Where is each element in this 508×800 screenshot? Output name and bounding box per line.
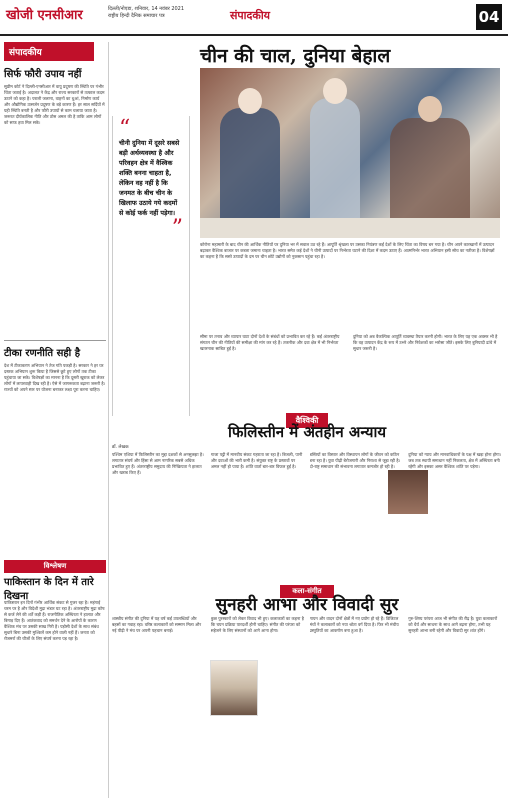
analysis-headline: पाकिस्तान के दिन में तारे दिखना bbox=[4, 577, 94, 602]
perspective-columns bbox=[112, 452, 502, 572]
photo-person-2 bbox=[310, 98, 360, 218]
lead-headline: चीन की चाल, दुनिया बेहाल bbox=[200, 45, 391, 67]
photo-person-1 bbox=[220, 108, 280, 218]
masthead bbox=[0, 0, 508, 36]
photo-face-2 bbox=[323, 78, 347, 104]
editorial-headline: सिर्फ फौरी उपाय नहीं bbox=[4, 69, 82, 80]
arts-tag: कला-संगीत bbox=[280, 585, 333, 598]
perspective-col-4: दुनिया को न्याय और मानवाधिकारों के पक्ष में खड़ा होना होगा। जब तक स्थायी समाधान नहीं निकलता, क्षेत्र में अस्थिरता बनी रहेगी और इसका असर वैश्विक शांति पर पड़ेगा। bbox=[408, 452, 502, 469]
arts-col-3: गायन और वादन दोनों क्षेत्रों में नए प्रयोग हो रहे हैं। डिजिटल मंचों ने कलाकारों को नया श्रोता वर्ग दिया है। फिर भी मंचीय प्रस्तुतियों का आकर्षण बना हुआ है। bbox=[309, 616, 399, 633]
arts-col-4: गुरु-शिष्य परंपरा आज भी संगीत की रीढ़ है। युवा कलाकारों को धैर्य और साधना के साथ आगे बढ़ना होगा, तभी यह सुनहरी आभा बनी रहेगी और विवादी सुर शांत होंगे। bbox=[408, 616, 498, 633]
perspective-author: डॉ. लेखक bbox=[112, 445, 129, 450]
perspective-author-photo bbox=[388, 470, 428, 514]
quote-close-icon: ” bbox=[171, 216, 183, 241]
section-title: संपादकीय bbox=[230, 9, 271, 22]
pull-quote-text: चीनी दुनिया में दूसरे सबसे बड़ी अर्थव्यवस्था है और परिवहन क्षेत्र में वैश्विक शक्ति बनना चाहता है, लेकिन वह नहीं है कि जनमत के बीच चीन के खिलाफ उठाये गये कदमों से कोई फर्क नहीं पड़ेगा। bbox=[119, 139, 180, 217]
column-divider bbox=[108, 42, 109, 798]
dateline-date: दिल्ली/नोएडा, शनिवार, 14 नवंबर 2021 bbox=[108, 6, 185, 12]
perspective-col-3: बस्तियों का विस्तार और विस्थापन लोगों के जीवन को कठिन बना रहा है। युवा पीढ़ी बेरोजगारी और निराशा से जूझ रही है। दो-राष्ट्र समाधान की संभावना लगातार कमजोर हो रही है। bbox=[309, 452, 401, 469]
arts-photo bbox=[210, 660, 258, 716]
tika-body: देश में टीकाकरण अभियान ने तेज गति पकड़ी है। सरकार ने हर घर दस्तक अभियान शुरू किया है जिससे छूटे हुए लोगों तक टीका पहुंचाया जा सके। विशेषज्ञों का मानना है कि दूसरी खुराक को लेकर लोगों में लापरवाही दिख रही है। ऐसे में जागरूकता बढ़ाना जरूरी है। राज्यों को अपने स्तर पर योजना बनाकर लक्ष्य पूरा करना चाहिए। bbox=[4, 363, 106, 392]
tika-headline: टीका रणनीति सही है bbox=[4, 340, 106, 359]
editorial-body: सुप्रीम कोर्ट ने दिल्ली-एनसीआर में वायु प्रदूषण की स्थिति पर गंभीर चिंता जताई है। अदालत ने केंद्र और राज्य सरकारों से तत्काल कदम उठाने को कहा है। पराली जलाना, वाहनों का धुआं, निर्माण कार्य और औद्योगिक उत्सर्जन प्रदूषण के बड़े कारण हैं। हर साल सर्दियों में यही स्थिति बनती है और फौरी उपायों से काम चलाया जाता है। जरूरत दीर्घकालिक नीति और ठोस अमल की है ताकि आम लोगों को साफ हवा मिल सके। bbox=[4, 84, 105, 125]
dateline-tagline: राष्ट्रीय हिन्दी दैनिक समाचार पत्र bbox=[108, 13, 165, 19]
analysis-body: पाकिस्तान इन दिनों गंभीर आर्थिक संकट से गुजर रहा है। महंगाई चरम पर है और विदेशी मुद्रा भंडार घट रहा है। अंतरराष्ट्रीय मुद्रा कोष से कर्ज लेने की शर्तें कड़ी हैं। राजनीतिक अस्थिरता ने हालात और बिगाड़ दिए हैं। आतंकवाद को समर्थन देने के आरोपों के कारण वैश्विक मंच पर उसकी साख गिरी है। पड़ोसी देशों के साथ संबंध सुधारे बिना उसकी मुश्किलें कम होने वाली नहीं हैं। जनता को रोजमर्रा की चीजों के लिए संघर्ष करना पड़ रहा है। bbox=[4, 600, 105, 641]
analysis-tag: विश्लेषण bbox=[4, 560, 106, 573]
arts-columns bbox=[112, 616, 502, 796]
perspective-tag: वैश्विकी bbox=[286, 413, 329, 428]
lead-body-col-2: दुनिया को अब वैकल्पिक आपूर्ति व्यवस्था तैयार करनी होगी। भारत के लिए यह एक अवसर भी है कि वह उत्पादन केंद्र के रूप में उभरे और निवेशकों का भरोसा जीते। इसके लिए बुनियादी ढांचे में सुधार जरूरी है। bbox=[353, 334, 498, 351]
photo-shelf bbox=[200, 218, 500, 238]
photo-face-3 bbox=[418, 96, 442, 122]
arts-col-2: कुछ पुरस्कारों को लेकर विवाद भी हुए। कलाकारों का कहना है कि चयन प्रक्रिया पारदर्शी होनी चाहिए। संगीत की परंपरा को सहेजने के लिए संस्थानों को आगे आना होगा। bbox=[210, 616, 304, 633]
perspective-col-2: गाजा पट्टी में मानवीय संकट गहराता जा रहा है। बिजली, पानी और दवाओं की भारी कमी है। संयुक्त राष्ट्र के प्रस्तावों पर अमल नहीं हो पाया है। शांति वार्ता बार-बार विफल हुई है। bbox=[210, 452, 303, 469]
photo-person-3 bbox=[390, 118, 470, 218]
lead-body-top: कोरोना महामारी के बाद चीन की आर्थिक नीतियों पर दुनिया भर में सवाल उठ रहे हैं। आपूर्ति श्रृंखला पर उसका नियंत्रण कई देशों के लिए चिंता का विषय बन गया है। चीन अपने कारखानों में उत्पादन बढ़ाकर वैश्विक बाजार पर कब्जा जमाना चाहता है। भारत समेत कई देशों ने चीनी उत्पादों पर निर्भरता घटाने की दिशा में कदम उठाए हैं। आत्मनिर्भर भारत अभियान इसी सोच का नतीजा है। विशेषज्ञों का कहना है कि सस्ते उत्पादों के दम पर चीन छोटे उद्योगों को नुकसान पहुंचा रहा है। bbox=[200, 242, 495, 259]
quote-open-icon: “ bbox=[119, 116, 131, 141]
pull-quote bbox=[112, 116, 190, 416]
editorial-column bbox=[4, 42, 106, 552]
photo-face-1 bbox=[238, 88, 262, 114]
lead-body-col-1: सीमा पर तनाव और व्यापार घाटा दोनों देशों के संबंधों को प्रभावित कर रहे हैं। कई अंतरराष्ट्रीय संगठन चीन की नीतियों की समीक्षा की मांग कर रहे हैं। तकनीक और दवा क्षेत्र में भी निर्भरता खतरनाक साबित हुई है। bbox=[200, 334, 340, 351]
arts-headline: सुनहरी आभा और विवादी सुर bbox=[215, 595, 399, 615]
arts-col-1: शास्त्रीय संगीत की दुनिया में यह वर्ष कई उपलब्धियों और बहसों का गवाह रहा। वरिष्ठ कलाकारों को सम्मान मिला और नई पीढ़ी ने मंच पर अपनी पहचान बनाई। bbox=[112, 616, 202, 633]
newspaper-logo: खोजी एनसीआर bbox=[6, 8, 83, 23]
perspective-headline: फिलिस्तीन में अंतहीन अन्याय bbox=[227, 423, 387, 441]
lead-body-columns bbox=[200, 334, 500, 404]
editorial-tag: संपादकीय bbox=[4, 42, 94, 61]
lead-photo bbox=[200, 68, 500, 238]
page-number: 04 bbox=[476, 4, 502, 30]
perspective-col-1: पश्चिम एशिया में फिलिस्तीन का मुद्दा दशकों से अनसुलझा है। लगातार संघर्ष और हिंसा से आम नागरिक सबसे अधिक प्रभावित हुए हैं। अंतरराष्ट्रीय समुदाय की निष्क्रियता ने हालात और खराब किए हैं। bbox=[112, 452, 204, 475]
